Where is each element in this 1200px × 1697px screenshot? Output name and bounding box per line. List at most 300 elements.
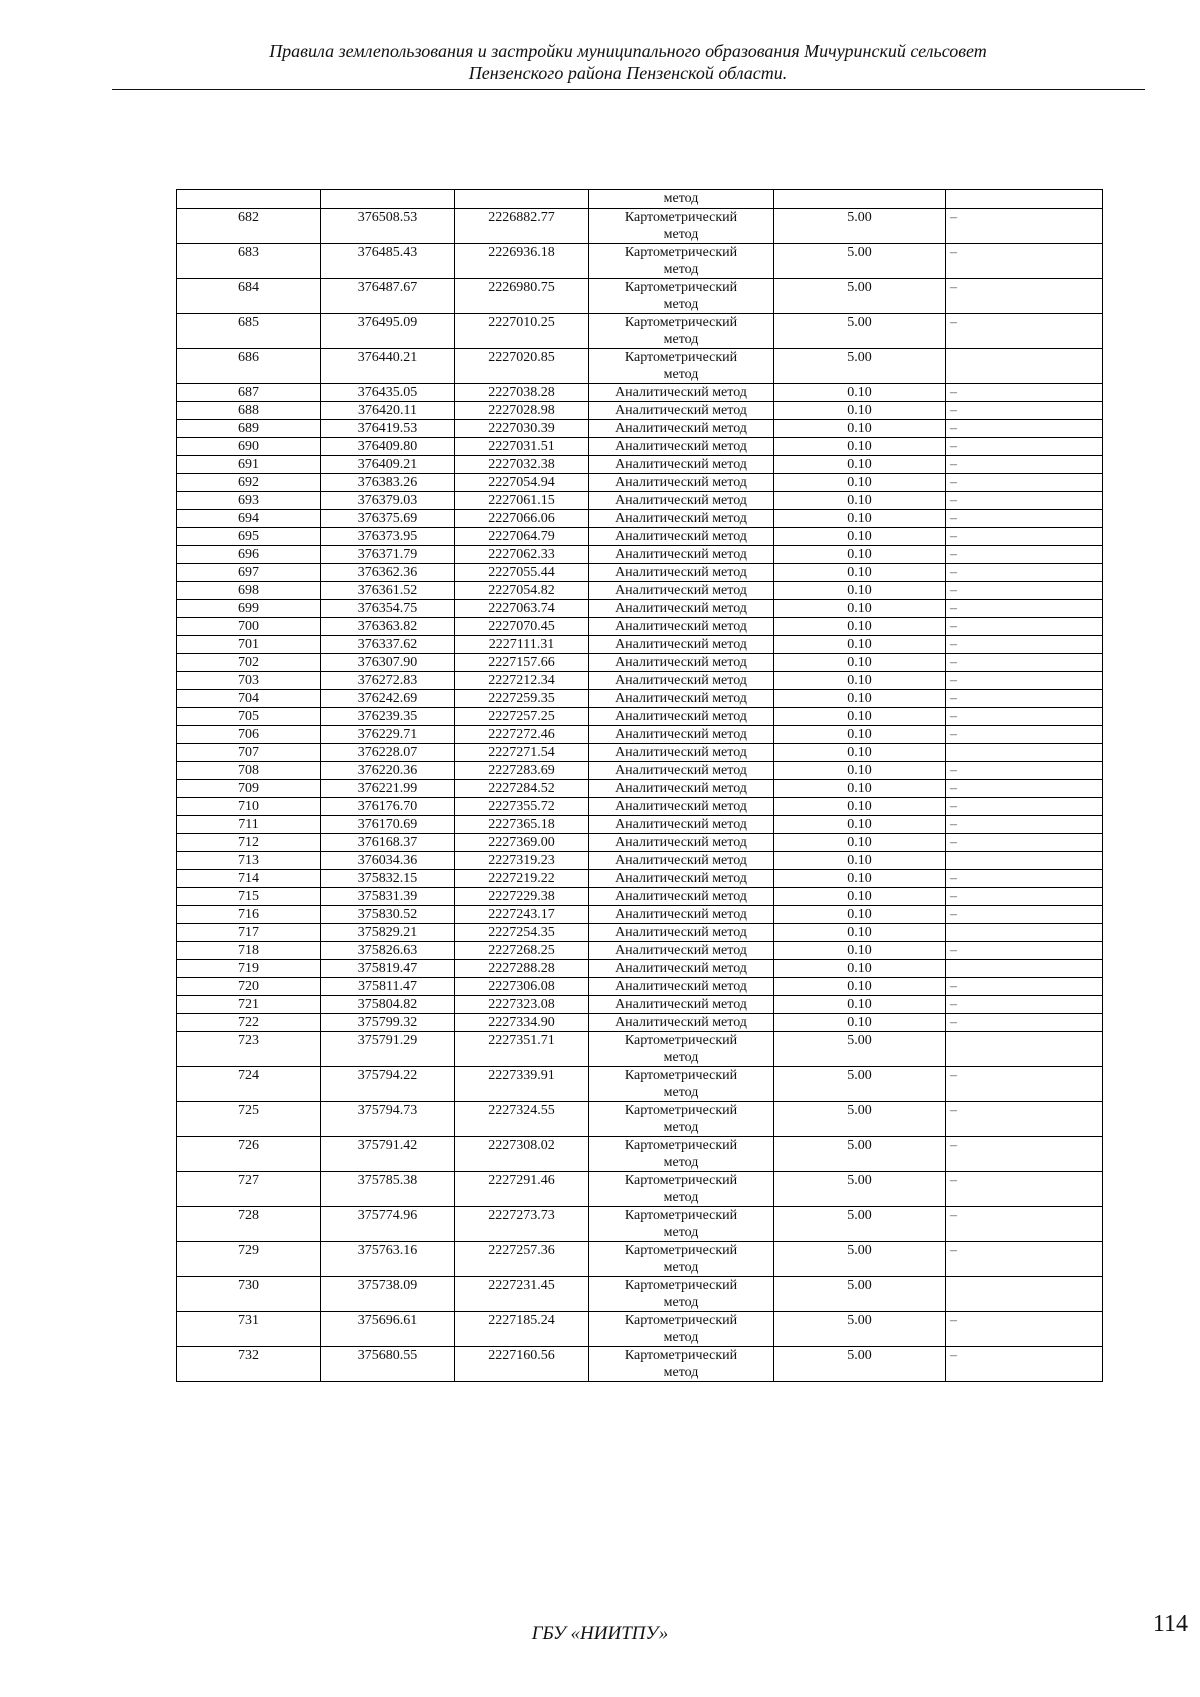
cell-method: [589, 1137, 774, 1172]
cell-number: 724: [177, 1067, 321, 1102]
cell-method: Аналитический метод: [589, 672, 774, 690]
cell-accuracy: 0.10: [774, 906, 946, 924]
coordinates-table: [176, 189, 1103, 1382]
cell-y: 2227369.00: [455, 834, 589, 852]
cell-accuracy: 0.10: [774, 870, 946, 888]
method-text: Картометрический метод: [624, 350, 738, 382]
cell-y: 2227064.79: [455, 528, 589, 546]
cell-accuracy: 5.00: [774, 1347, 946, 1382]
cell-y: 2227257.25: [455, 708, 589, 726]
cell-method: метод: [589, 190, 774, 209]
table-row: [177, 1014, 1103, 1032]
footer-org: ГБУ «НИИТПУ»: [531, 1623, 669, 1644]
cell-accuracy: 0.10: [774, 582, 946, 600]
cell-number: 711: [177, 816, 321, 834]
cell-accuracy: 5.00: [774, 314, 946, 349]
cell-number: 693: [177, 492, 321, 510]
cell-accuracy: [774, 190, 946, 209]
cell-method: Аналитический метод: [589, 384, 774, 402]
cell-x: 376239.35: [321, 708, 455, 726]
table-row: [177, 780, 1103, 798]
table-row: [177, 708, 1103, 726]
cell-number: 719: [177, 960, 321, 978]
cell-x: 375826.63: [321, 942, 455, 960]
cell-y: 2227284.52: [455, 780, 589, 798]
cell-note: –: [946, 1172, 1103, 1207]
cell-number: 722: [177, 1014, 321, 1032]
cell-note: –: [946, 888, 1103, 906]
cell-y: 2227334.90: [455, 1014, 589, 1032]
cell-x: 376363.82: [321, 618, 455, 636]
cell-y: 2226936.18: [455, 244, 589, 279]
cell-method: [589, 1032, 774, 1067]
cell-x: 376170.69: [321, 816, 455, 834]
table-row: [177, 1067, 1103, 1102]
cell-note: –: [946, 279, 1103, 314]
cell-y: 2227066.06: [455, 510, 589, 528]
cell-note: –: [946, 244, 1103, 279]
cell-number: 731: [177, 1312, 321, 1347]
cell-x: 375696.61: [321, 1312, 455, 1347]
table-row: [177, 618, 1103, 636]
cell-note: –: [946, 1014, 1103, 1032]
cell-number: 708: [177, 762, 321, 780]
cell-number: 706: [177, 726, 321, 744]
table-row: [177, 492, 1103, 510]
cell-accuracy: 0.10: [774, 960, 946, 978]
cell-accuracy: 0.10: [774, 1014, 946, 1032]
cell-x: 376373.95: [321, 528, 455, 546]
cell-number: 718: [177, 942, 321, 960]
table-row: [177, 744, 1103, 762]
table-row: [177, 834, 1103, 852]
cell-x: 376034.36: [321, 852, 455, 870]
cell-note: –: [946, 314, 1103, 349]
method-text: Картометрический метод: [624, 1033, 738, 1065]
coordinates-table-body: [177, 190, 1103, 1382]
cell-accuracy: 0.10: [774, 402, 946, 420]
cell-x: 375774.96: [321, 1207, 455, 1242]
cell-x: 375799.32: [321, 1014, 455, 1032]
cell-x: 375832.15: [321, 870, 455, 888]
cell-note: –: [946, 978, 1103, 996]
cell-x: 376419.53: [321, 420, 455, 438]
cell-number: 687: [177, 384, 321, 402]
cell-accuracy: 0.10: [774, 456, 946, 474]
cell-y: 2227243.17: [455, 906, 589, 924]
cell-y: 2227339.91: [455, 1067, 589, 1102]
method-text: Картометрический метод: [624, 280, 738, 312]
cell-x: 376354.75: [321, 600, 455, 618]
method-text: Картометрический метод: [624, 1068, 738, 1100]
cell-x: 375763.16: [321, 1242, 455, 1277]
cell-accuracy: 0.10: [774, 528, 946, 546]
table-row: [177, 960, 1103, 978]
cell-y: 2227055.44: [455, 564, 589, 582]
cell-y: 2227288.28: [455, 960, 589, 978]
cell-y: 2227351.71: [455, 1032, 589, 1067]
cell-x: 376371.79: [321, 546, 455, 564]
method-text: Картометрический метод: [624, 1208, 738, 1240]
cell-note: –: [946, 780, 1103, 798]
cell-method: Аналитический метод: [589, 618, 774, 636]
cell-x: 376420.11: [321, 402, 455, 420]
cell-number: 727: [177, 1172, 321, 1207]
cell-note: [946, 1032, 1103, 1067]
cell-number: 701: [177, 636, 321, 654]
cell-note: –: [946, 996, 1103, 1014]
cell-method: Аналитический метод: [589, 708, 774, 726]
cell-x: 376487.67: [321, 279, 455, 314]
cell-note: –: [946, 600, 1103, 618]
table-row: [177, 1102, 1103, 1137]
cell-method: Аналитический метод: [589, 726, 774, 744]
cell-y: 2227268.25: [455, 942, 589, 960]
cell-y: 2227323.08: [455, 996, 589, 1014]
cell-method: Аналитический метод: [589, 582, 774, 600]
cell-number: 696: [177, 546, 321, 564]
cell-number: 723: [177, 1032, 321, 1067]
table-row: [177, 924, 1103, 942]
cell-number: 715: [177, 888, 321, 906]
cell-x: 376272.83: [321, 672, 455, 690]
cell-accuracy: 5.00: [774, 244, 946, 279]
table-row: [177, 314, 1103, 349]
table-row-continuation: [177, 190, 1103, 209]
cell-number: 682: [177, 209, 321, 244]
cell-accuracy: 0.10: [774, 816, 946, 834]
cell-method: [589, 1277, 774, 1312]
cell-note: [946, 924, 1103, 942]
cell-x: 376361.52: [321, 582, 455, 600]
cell-accuracy: 0.10: [774, 852, 946, 870]
cell-y: 2227010.25: [455, 314, 589, 349]
cell-number: 710: [177, 798, 321, 816]
cell-method: [589, 279, 774, 314]
cell-number: 697: [177, 564, 321, 582]
cell-number: 704: [177, 690, 321, 708]
cell-number: 703: [177, 672, 321, 690]
table-row: [177, 852, 1103, 870]
table-row: [177, 402, 1103, 420]
cell-note: [946, 190, 1103, 209]
cell-method: [589, 1067, 774, 1102]
cell-accuracy: 0.10: [774, 420, 946, 438]
cell-note: [946, 744, 1103, 762]
cell-y: 2227160.56: [455, 1347, 589, 1382]
cell-y: 2227283.69: [455, 762, 589, 780]
cell-accuracy: 0.10: [774, 798, 946, 816]
cell-method: [589, 209, 774, 244]
cell-x: 376307.90: [321, 654, 455, 672]
cell-number: 685: [177, 314, 321, 349]
cell-method: [589, 1207, 774, 1242]
cell-y: 2227030.39: [455, 420, 589, 438]
cell-method: [589, 314, 774, 349]
cell-y: 2227259.35: [455, 690, 589, 708]
method-text: Картометрический метод: [624, 1173, 738, 1205]
method-text: Картометрический метод: [624, 210, 738, 242]
cell-number: 721: [177, 996, 321, 1014]
cell-x: 375791.42: [321, 1137, 455, 1172]
cell-number: 683: [177, 244, 321, 279]
table-row: [177, 726, 1103, 744]
cell-y: 2227185.24: [455, 1312, 589, 1347]
cell-number: 707: [177, 744, 321, 762]
cell-x: 375794.22: [321, 1067, 455, 1102]
header-line-2: Пензенского района Пензенской области.: [468, 63, 788, 83]
cell-accuracy: 0.10: [774, 708, 946, 726]
cell-number: 692: [177, 474, 321, 492]
cell-note: –: [946, 492, 1103, 510]
cell-x: 376508.53: [321, 209, 455, 244]
cell-y: 2227219.22: [455, 870, 589, 888]
cell-note: –: [946, 618, 1103, 636]
table-row: [177, 636, 1103, 654]
cell-number: 729: [177, 1242, 321, 1277]
cell-method: Аналитический метод: [589, 564, 774, 582]
cell-method: Аналитический метод: [589, 798, 774, 816]
cell-accuracy: 0.10: [774, 654, 946, 672]
cell-method: Аналитический метод: [589, 528, 774, 546]
cell-accuracy: 0.10: [774, 744, 946, 762]
cell-y: 2227324.55: [455, 1102, 589, 1137]
cell-y: 2227254.35: [455, 924, 589, 942]
cell-method: Аналитический метод: [589, 438, 774, 456]
cell-x: 376229.71: [321, 726, 455, 744]
cell-method: Аналитический метод: [589, 888, 774, 906]
cell-x: 375738.09: [321, 1277, 455, 1312]
cell-y: 2227038.28: [455, 384, 589, 402]
header-line-1: Правила землепользования и застройки муниципального образования Мичуринский сельсовет: [269, 41, 987, 61]
table-row: [177, 1277, 1103, 1312]
table-row: [177, 1242, 1103, 1277]
cell-y: 2227272.46: [455, 726, 589, 744]
cell-y: 2227319.23: [455, 852, 589, 870]
table-row: [177, 1137, 1103, 1172]
cell-y: 2227061.15: [455, 492, 589, 510]
table-row: [177, 978, 1103, 996]
cell-method: Аналитический метод: [589, 492, 774, 510]
cell-number: 725: [177, 1102, 321, 1137]
cell-method: Аналитический метод: [589, 402, 774, 420]
cell-y: 2227054.82: [455, 582, 589, 600]
cell-x: 376375.69: [321, 510, 455, 528]
cell-note: –: [946, 420, 1103, 438]
cell-number: [177, 190, 321, 209]
cell-y: 2227028.98: [455, 402, 589, 420]
cell-note: –: [946, 726, 1103, 744]
cell-note: –: [946, 1242, 1103, 1277]
cell-accuracy: 0.10: [774, 780, 946, 798]
cell-note: –: [946, 582, 1103, 600]
method-text: Картометрический метод: [624, 245, 738, 277]
cell-method: Аналитический метод: [589, 654, 774, 672]
table-row: [177, 528, 1103, 546]
cell-y: 2227355.72: [455, 798, 589, 816]
cell-accuracy: 0.10: [774, 492, 946, 510]
cell-y: 2227273.73: [455, 1207, 589, 1242]
cell-method: Аналитический метод: [589, 1014, 774, 1032]
cell-accuracy: 5.00: [774, 1312, 946, 1347]
cell-x: 376495.09: [321, 314, 455, 349]
cell-y: 2227231.45: [455, 1277, 589, 1312]
cell-x: 376337.62: [321, 636, 455, 654]
cell-accuracy: 0.10: [774, 636, 946, 654]
cell-number: 689: [177, 420, 321, 438]
table-row: [177, 1312, 1103, 1347]
cell-y: 2227212.34: [455, 672, 589, 690]
cell-note: –: [946, 438, 1103, 456]
method-text: Картометрический метод: [624, 1243, 738, 1275]
cell-note: –: [946, 1312, 1103, 1347]
cell-method: Аналитический метод: [589, 546, 774, 564]
cell-x: 376440.21: [321, 349, 455, 384]
cell-accuracy: 5.00: [774, 279, 946, 314]
cell-accuracy: 0.10: [774, 438, 946, 456]
cell-method: Аналитический метод: [589, 762, 774, 780]
cell-number: 705: [177, 708, 321, 726]
cell-method: Аналитический метод: [589, 834, 774, 852]
cell-x: 376435.05: [321, 384, 455, 402]
table-row: [177, 349, 1103, 384]
cell-x: 375794.73: [321, 1102, 455, 1137]
table-row: [177, 1347, 1103, 1382]
table-row: [177, 672, 1103, 690]
method-text: Картометрический метод: [624, 1103, 738, 1135]
cell-x: 375811.47: [321, 978, 455, 996]
cell-note: –: [946, 816, 1103, 834]
cell-note: –: [946, 654, 1103, 672]
cell-accuracy: 0.10: [774, 564, 946, 582]
cell-y: 2227032.38: [455, 456, 589, 474]
table-row: [177, 600, 1103, 618]
cell-accuracy: 5.00: [774, 209, 946, 244]
cell-number: 720: [177, 978, 321, 996]
cell-x: 376485.43: [321, 244, 455, 279]
table-row: [177, 942, 1103, 960]
cell-x: 376176.70: [321, 798, 455, 816]
cell-accuracy: 5.00: [774, 1137, 946, 1172]
cell-note: –: [946, 546, 1103, 564]
cell-number: 726: [177, 1137, 321, 1172]
cell-note: –: [946, 402, 1103, 420]
cell-note: [946, 960, 1103, 978]
cell-number: 684: [177, 279, 321, 314]
cell-accuracy: 5.00: [774, 1277, 946, 1312]
table-row: [177, 438, 1103, 456]
table-row: [177, 456, 1103, 474]
method-text: Картометрический метод: [624, 315, 738, 347]
cell-accuracy: 0.10: [774, 762, 946, 780]
table-row: [177, 888, 1103, 906]
cell-x: 376228.07: [321, 744, 455, 762]
cell-number: 695: [177, 528, 321, 546]
cell-note: –: [946, 1137, 1103, 1172]
cell-number: 713: [177, 852, 321, 870]
cell-accuracy: 5.00: [774, 1207, 946, 1242]
table-row: [177, 420, 1103, 438]
cell-accuracy: 5.00: [774, 1172, 946, 1207]
table-row: [177, 1207, 1103, 1242]
table-row: [177, 996, 1103, 1014]
cell-number: 688: [177, 402, 321, 420]
table-row: [177, 582, 1103, 600]
cell-note: –: [946, 672, 1103, 690]
cell-method: [589, 1242, 774, 1277]
cell-method: [589, 1347, 774, 1382]
cell-x: 376362.36: [321, 564, 455, 582]
cell-note: –: [946, 384, 1103, 402]
cell-x: 375791.29: [321, 1032, 455, 1067]
cell-number: 732: [177, 1347, 321, 1382]
cell-accuracy: 5.00: [774, 1032, 946, 1067]
cell-method: [589, 1172, 774, 1207]
cell-note: –: [946, 528, 1103, 546]
cell-note: –: [946, 1207, 1103, 1242]
cell-y: 2227365.18: [455, 816, 589, 834]
cell-y: 2227070.45: [455, 618, 589, 636]
table-row: [177, 546, 1103, 564]
table-row: [177, 279, 1103, 314]
cell-note: –: [946, 942, 1103, 960]
table-row: [177, 654, 1103, 672]
cell-method: Аналитический метод: [589, 636, 774, 654]
cell-x: 375830.52: [321, 906, 455, 924]
cell-method: Аналитический метод: [589, 600, 774, 618]
method-text: Картометрический метод: [624, 1278, 738, 1310]
cell-y: 2227306.08: [455, 978, 589, 996]
cell-note: –: [946, 762, 1103, 780]
table-row: [177, 564, 1103, 582]
cell-x: 376409.80: [321, 438, 455, 456]
cell-number: 698: [177, 582, 321, 600]
cell-accuracy: 0.10: [774, 600, 946, 618]
cell-accuracy: 0.10: [774, 996, 946, 1014]
cell-accuracy: 0.10: [774, 942, 946, 960]
table-row: [177, 690, 1103, 708]
cell-method: Аналитический метод: [589, 978, 774, 996]
cell-note: –: [946, 798, 1103, 816]
cell-method: [589, 1102, 774, 1137]
cell-y: 2227111.31: [455, 636, 589, 654]
cell-y: 2226980.75: [455, 279, 589, 314]
cell-accuracy: 0.10: [774, 546, 946, 564]
cell-note: –: [946, 1102, 1103, 1137]
cell-note: –: [946, 708, 1103, 726]
table-row: [177, 906, 1103, 924]
table-row: [177, 384, 1103, 402]
page-header: [112, 40, 1144, 84]
method-text: Картометрический метод: [624, 1138, 738, 1170]
cell-note: –: [946, 456, 1103, 474]
cell-accuracy: 0.10: [774, 618, 946, 636]
cell-y: 2227054.94: [455, 474, 589, 492]
cell-method: Аналитический метод: [589, 906, 774, 924]
cell-accuracy: 5.00: [774, 1067, 946, 1102]
cell-note: –: [946, 870, 1103, 888]
cell-number: 730: [177, 1277, 321, 1312]
cell-x: 376383.26: [321, 474, 455, 492]
cell-note: –: [946, 906, 1103, 924]
cell-y: 2227063.74: [455, 600, 589, 618]
cell-accuracy: 5.00: [774, 1242, 946, 1277]
cell-y: 2227229.38: [455, 888, 589, 906]
cell-method: [589, 244, 774, 279]
cell-note: [946, 349, 1103, 384]
cell-x: 375829.21: [321, 924, 455, 942]
cell-number: 717: [177, 924, 321, 942]
